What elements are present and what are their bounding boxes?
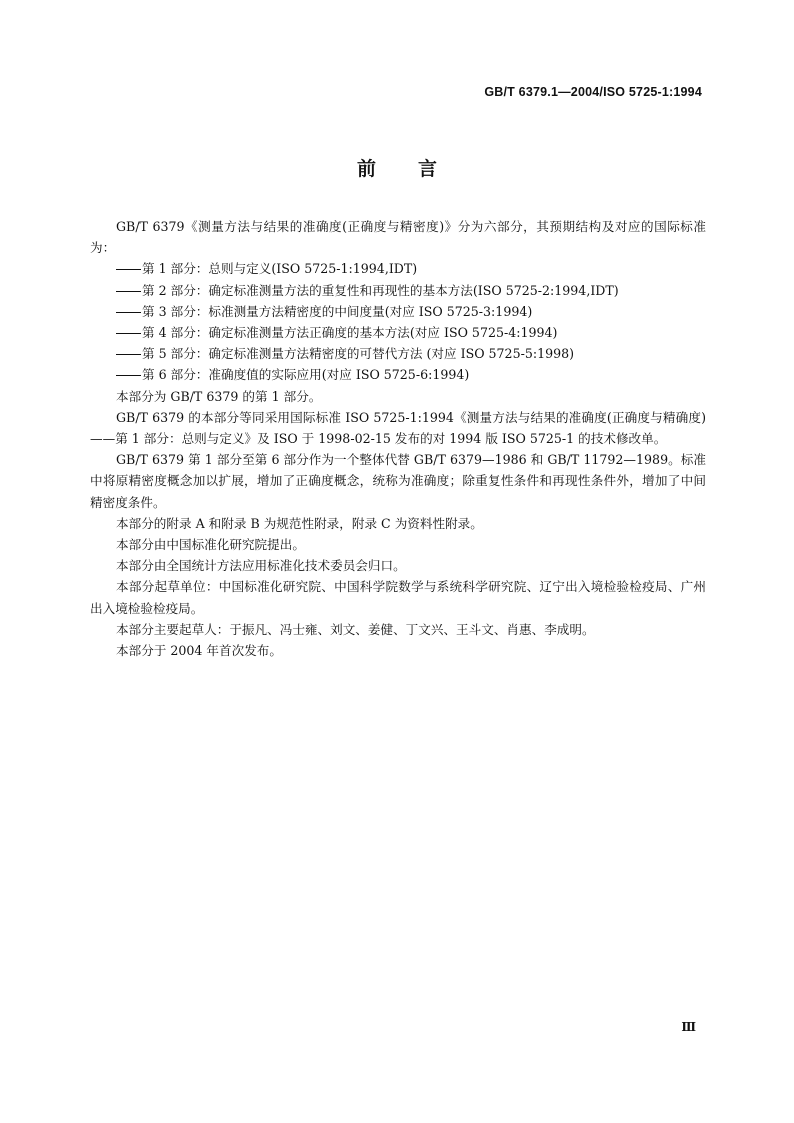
part-text: 第 6 部分：准确度值的实际应用(对应 ISO 5725-6:1994) — [142, 367, 470, 383]
body-paragraph: 本部分于 2004 年首次发布。 — [116, 643, 282, 659]
foreword-body — [90, 216, 706, 661]
em-dash — [116, 375, 141, 376]
part-list-item — [90, 301, 706, 322]
part-list-item — [90, 343, 706, 364]
part-list-item — [90, 364, 706, 385]
part-list-item — [90, 280, 706, 301]
part-text: 第 1 部分：总则与定义(ISO 5725-1:1994,IDT) — [142, 261, 418, 277]
page-number: Ⅲ — [681, 1020, 696, 1034]
part-text: 第 3 部分：标准测量方法精密度的中间度量(对应 ISO 5725-3:1994) — [142, 303, 533, 319]
em-dash — [116, 312, 141, 313]
intro-paragraph: GB/T 6379《测量方法与结果的准确度(正确度与精密度)》分为六部分，其预期结构及对应的国际标准为： — [90, 219, 706, 256]
em-dash — [116, 333, 141, 334]
part-text: 第 5 部分：确定标准测量方法精密度的可替代方法 (对应 ISO 5725-5:1998) — [142, 346, 575, 362]
em-dash — [116, 354, 141, 355]
body-paragraph: 本部分为 GB/T 6379 的第 1 部分。 — [116, 388, 322, 404]
em-dash — [116, 269, 141, 270]
part-text: 第 2 部分：确定标准测量方法的重复性和再现性的基本方法(ISO 5725-2:1994,IDT) — [142, 282, 619, 298]
body-paragraph: 本部分由中国标准化研究院提出。 — [116, 537, 305, 553]
body-paragraph: 本部分起草单位：中国标准化研究院、中国科学院数学与系统科学研究院、辽宁出入境检验检疫局、广州出入境检验检疫局。 — [90, 579, 706, 616]
part-list-item — [90, 322, 706, 343]
body-paragraph: 本部分由全国统计方法应用标准化技术委员会归口。 — [116, 558, 406, 574]
body-paragraph: 本部分的附录 A 和附录 B 为规范性附录，附录 C 为资料性附录。 — [116, 515, 483, 531]
body-paragraph: 本部分主要起草人：于振凡、冯士雍、刘文、姜健、丁文兴、王斗文、肖惠、李成明。 — [116, 621, 595, 637]
body-paragraph: GB/T 6379 的本部分等同采用国际标准 ISO 5725-1:1994《测量方法与结果的准确度(正确度与精确度)——第 1 部分：总则与定义》及 ISO 于 1998-02-15 发布的对 1994 版 ISO 5725-1 的技术修改单。 — [90, 409, 706, 447]
em-dash — [116, 291, 141, 292]
part-list-item — [90, 258, 706, 279]
body-paragraph: GB/T 6379 第 1 部分至第 6 部分作为一个整体代替 GB/T 6379—1986 和 GB/T 11792—1989。标准中将原精密度概念加以扩展，增加了正确度概念，统称为准确度；除重复性条件和再现性条件外，增加了中间精密度条件。 — [90, 452, 706, 510]
standard-code: GB/T 6379.1—2004/ISO 5725-1:1994 — [484, 85, 702, 99]
part-text: 第 4 部分：确定标准测量方法正确度的基本方法(对应 ISO 5725-4:1994) — [142, 325, 558, 341]
page-title: 前言 — [356, 158, 479, 180]
